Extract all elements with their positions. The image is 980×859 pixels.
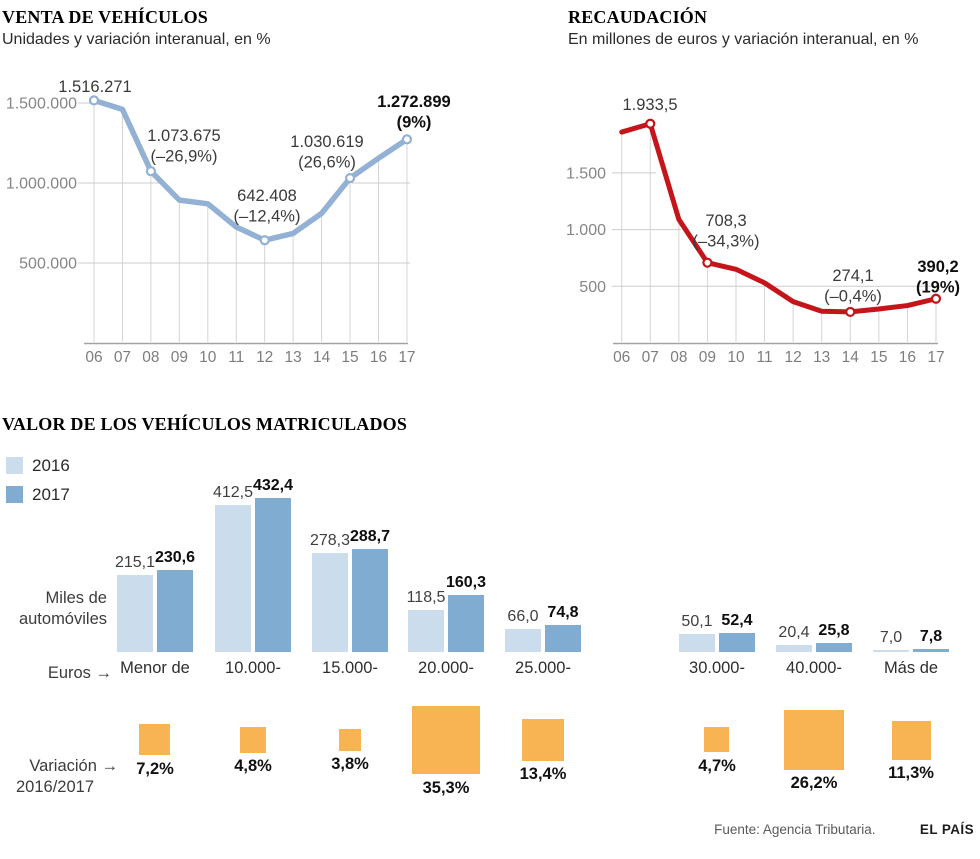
bar-value-label: 215,1: [114, 554, 156, 572]
bars-unit-caption-line2: automóviles: [18, 610, 107, 628]
bar-2016: [117, 575, 153, 652]
ventas-title: VENTA DE VEHÍCULOS: [2, 7, 208, 27]
variation-square: [522, 719, 565, 762]
bar-column-2017: [913, 628, 949, 652]
bar-2017: [448, 595, 484, 652]
variation-square: [139, 724, 170, 755]
bar-column-2016: [505, 608, 541, 653]
bar-column-2017: [445, 573, 487, 652]
x-tick-label: 14: [841, 349, 859, 366]
x-tick-label: 17: [398, 349, 416, 366]
data-point-marker: [846, 308, 854, 316]
x-tick-label: 08: [142, 349, 160, 366]
category-label: Menor de: [120, 659, 190, 677]
bar-2017: [255, 498, 291, 652]
data-point-marker: [147, 167, 155, 175]
bar-column-2017: [719, 612, 755, 652]
variation-label: 26,2%: [790, 773, 838, 792]
x-tick-label: 08: [670, 349, 688, 366]
bar-2016: [679, 634, 715, 652]
legend-item-2017: [6, 480, 70, 509]
variation-caption-line2: 2016/2017: [16, 778, 94, 796]
variation-caption-line1: Variación →: [29, 757, 118, 775]
bar-value-label: 288,7: [349, 528, 391, 546]
valor-title: VALOR DE LOS VEHÍCULOS MATRICULADOS: [2, 414, 408, 434]
annotation: 642.408: [237, 187, 297, 205]
data-point-marker: [403, 135, 411, 143]
legend: [6, 451, 70, 509]
variation-label: 3,8%: [331, 755, 369, 774]
bar-value-label: 52,4: [721, 612, 753, 630]
bar-2016: [873, 650, 909, 653]
bar-value-label: 66,0: [507, 607, 539, 625]
annotation: (19%): [915, 278, 961, 297]
x-tick-label: 12: [784, 349, 802, 366]
x-tick-label: 11: [228, 349, 245, 366]
bar-2016: [215, 505, 251, 652]
annotation: (–12,4%): [233, 207, 301, 226]
bar-group: [406, 573, 487, 652]
variation-square: [339, 729, 362, 752]
legend-swatch-2017: [6, 486, 23, 503]
bar-column-2016: [212, 483, 254, 652]
bar-2017: [157, 570, 193, 652]
variation-label: 7,2%: [136, 759, 174, 778]
bars-unit-caption: [0, 588, 107, 630]
x-tick-label: 10: [199, 349, 217, 366]
annotation: (–0,4%): [824, 287, 882, 306]
category-label: 40.000-: [786, 659, 842, 677]
bar-column-2017: [349, 528, 391, 652]
recaudacion-subtitle: En millones de euros y variación interanual, en %: [568, 31, 919, 48]
x-tick-label: 16: [369, 349, 388, 366]
bar-2016: [505, 629, 541, 653]
bar-group: [776, 622, 852, 652]
variation-square: [704, 727, 729, 752]
variation-square: [412, 706, 481, 775]
annotation: (–34,3%): [692, 232, 760, 251]
category-label: 25.000-: [515, 659, 571, 677]
variation-label: 4,7%: [698, 756, 736, 775]
line-charts-canvas: [0, 0, 980, 385]
variation-square: [892, 721, 931, 760]
bar-column-2017: [252, 476, 294, 652]
category-label: 20.000-: [418, 659, 474, 677]
bar-value-label: 412,5: [212, 483, 254, 501]
legend-label-2017: 2017: [32, 484, 70, 504]
variation-label: 4,8%: [234, 756, 272, 775]
annotation: 1.933,5: [622, 96, 678, 114]
data-point-marker: [261, 236, 269, 244]
bar-value-label: 118,5: [406, 588, 446, 606]
variation-square: [784, 710, 843, 769]
bar-group: [679, 612, 755, 652]
bar-column-2017: [545, 604, 581, 652]
bars-unit-caption-line1: Miles de: [45, 589, 107, 607]
x-tick-label: 13: [813, 349, 831, 366]
bar-value-label: 230,6: [154, 548, 196, 566]
x-tick-label: 09: [170, 349, 188, 366]
x-tick-label: 12: [256, 349, 274, 366]
footer: [0, 821, 974, 839]
annotation: 1.272.899: [377, 93, 451, 111]
bar-2016: [408, 610, 444, 652]
x-tick-label: 06: [85, 349, 103, 366]
bar-column-2016: [679, 613, 715, 652]
data-point-marker: [703, 259, 711, 267]
legend-swatch-2016: [6, 457, 23, 474]
y-tick-label: 500.000: [19, 255, 77, 273]
bar-value-label: 7,0: [879, 628, 903, 646]
variation-label: 13,4%: [519, 765, 567, 784]
x-tick-label: 16: [898, 349, 917, 366]
variation-label: 35,3%: [422, 778, 470, 797]
x-tick-label: 13: [284, 349, 302, 366]
bar-2017: [719, 633, 755, 652]
category-label: 15.000-: [322, 659, 378, 677]
annotation: (9%): [396, 113, 432, 132]
category-label: 10.000-: [225, 659, 281, 677]
bar-column-2017: [154, 548, 196, 652]
y-tick-label: 1.500.000: [5, 95, 77, 113]
variation-label: 11,3%: [888, 763, 934, 782]
brand-logo: EL PAÍS: [919, 822, 974, 837]
data-point-marker: [346, 174, 354, 182]
x-tick-label: 15: [870, 349, 888, 366]
bar-2017: [913, 649, 949, 652]
bar-column-2016: [309, 531, 351, 652]
annotation: 1.030.619: [290, 133, 364, 151]
bar-column-2016: [114, 554, 156, 652]
bar-2017: [816, 643, 852, 652]
annotation: (–26,9%): [150, 147, 218, 166]
y-tick-label: 500: [579, 278, 606, 296]
x-tick-label: 10: [727, 349, 745, 366]
category-label: Más de: [883, 659, 939, 677]
x-tick-label: 14: [312, 349, 331, 366]
data-point-marker: [646, 120, 654, 128]
bar-column-2016: [776, 624, 812, 652]
y-tick-label: 1.000.000: [5, 175, 77, 193]
bar-group: [309, 528, 391, 652]
y-tick-label: 1.000: [565, 222, 606, 240]
bar-group: [505, 604, 581, 652]
annotation: 390,2: [917, 258, 959, 276]
recaudacion-data-line: [622, 124, 936, 312]
bar-group: [114, 548, 196, 652]
euros-axis-caption: [0, 663, 112, 684]
annotation: 1.073.675: [147, 127, 221, 145]
bar-group: [212, 476, 294, 652]
x-tick-label: 11: [756, 349, 773, 366]
bar-value-label: 7,8: [919, 628, 943, 646]
legend-label-2016: 2016: [32, 455, 70, 475]
y-tick-label: 1.500: [565, 165, 606, 183]
bar-value-label: 432,4: [252, 476, 294, 494]
bar-column-2016: [408, 589, 444, 652]
variation-square: [240, 727, 265, 752]
x-tick-label: 07: [113, 349, 132, 366]
annotation: (26,6%): [298, 153, 356, 172]
source-credit: Fuente: Agencia Tributaria.: [714, 822, 876, 837]
bar-2017: [545, 625, 581, 652]
bar-value-label: 278,3: [309, 531, 351, 549]
bar-column-2017: [816, 622, 852, 652]
data-point-marker: [90, 96, 98, 104]
bar-value-label: 20,4: [778, 623, 810, 641]
bar-2016: [312, 553, 348, 652]
annotation: 708,3: [705, 212, 747, 230]
x-tick-label: 17: [927, 349, 945, 366]
bar-value-label: 50,1: [681, 613, 713, 631]
bar-column-2016: [873, 629, 909, 653]
variation-row-caption: [0, 756, 118, 798]
bar-value-label: 74,8: [547, 604, 579, 622]
bar-value-label: 25,8: [818, 621, 850, 639]
x-tick-label: 09: [698, 349, 717, 366]
category-label: 30.000-: [689, 659, 745, 677]
recaudacion-title: RECAUDACIÓN: [568, 7, 708, 27]
annotation: 1.516.271: [58, 78, 132, 96]
ventas-subtitle: Unidades y variación interanual, en %: [2, 31, 271, 48]
bar-value-label: 160,3: [445, 573, 487, 591]
bar-2016: [776, 645, 812, 652]
euros-axis-caption-text: Euros →: [47, 664, 112, 682]
legend-item-2016: [6, 451, 70, 480]
x-tick-label: 06: [613, 349, 631, 366]
x-tick-label: 07: [641, 349, 659, 366]
bar-group: [873, 628, 949, 652]
bar-2017: [352, 549, 388, 652]
x-tick-label: 15: [341, 349, 359, 366]
annotation: 274,1: [832, 267, 874, 285]
